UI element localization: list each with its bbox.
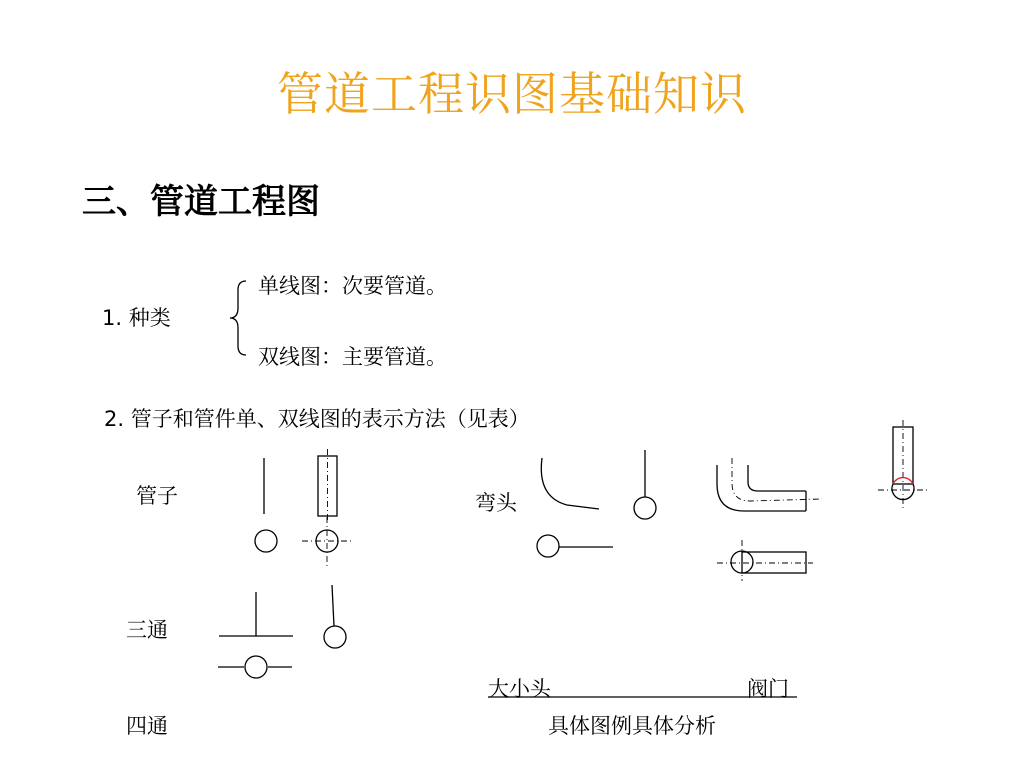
slide-title: 管道工程识图基础知识 bbox=[277, 67, 747, 121]
single-line-definition: 单线图：次要管道。 bbox=[258, 274, 447, 298]
cross-label: 四通 bbox=[126, 714, 168, 738]
pipe-single-end-view bbox=[255, 530, 277, 552]
elbow-single-side-view bbox=[537, 535, 559, 557]
representation-heading: 2. 管子和管件单、双线图的表示方法（见表） bbox=[104, 407, 530, 431]
brace-icon bbox=[230, 281, 246, 355]
cross-end-view bbox=[245, 656, 267, 678]
section-heading: 三、管道工程图 bbox=[82, 182, 320, 222]
double-line-definition: 双线图：主要管道。 bbox=[258, 345, 447, 369]
elbow-label: 弯头 bbox=[475, 491, 517, 515]
reducer-label: 大小头 bbox=[488, 677, 551, 701]
elbow-single-curve bbox=[541, 458, 599, 509]
elbow-single-end-view bbox=[634, 497, 656, 519]
footer-note: 具体图例具体分析 bbox=[548, 714, 716, 738]
valve-label: 阀门 bbox=[747, 677, 789, 701]
tee-label: 三通 bbox=[126, 618, 168, 642]
pipe-label: 管子 bbox=[136, 484, 178, 508]
types-label: 1. 种类 bbox=[102, 306, 171, 330]
tee-side-stem bbox=[332, 585, 334, 626]
elbow-double-inner bbox=[748, 465, 806, 491]
elbow-double-side-view bbox=[742, 552, 806, 573]
tee-side-end-view bbox=[324, 626, 346, 648]
elbow-double-outer bbox=[717, 465, 806, 511]
